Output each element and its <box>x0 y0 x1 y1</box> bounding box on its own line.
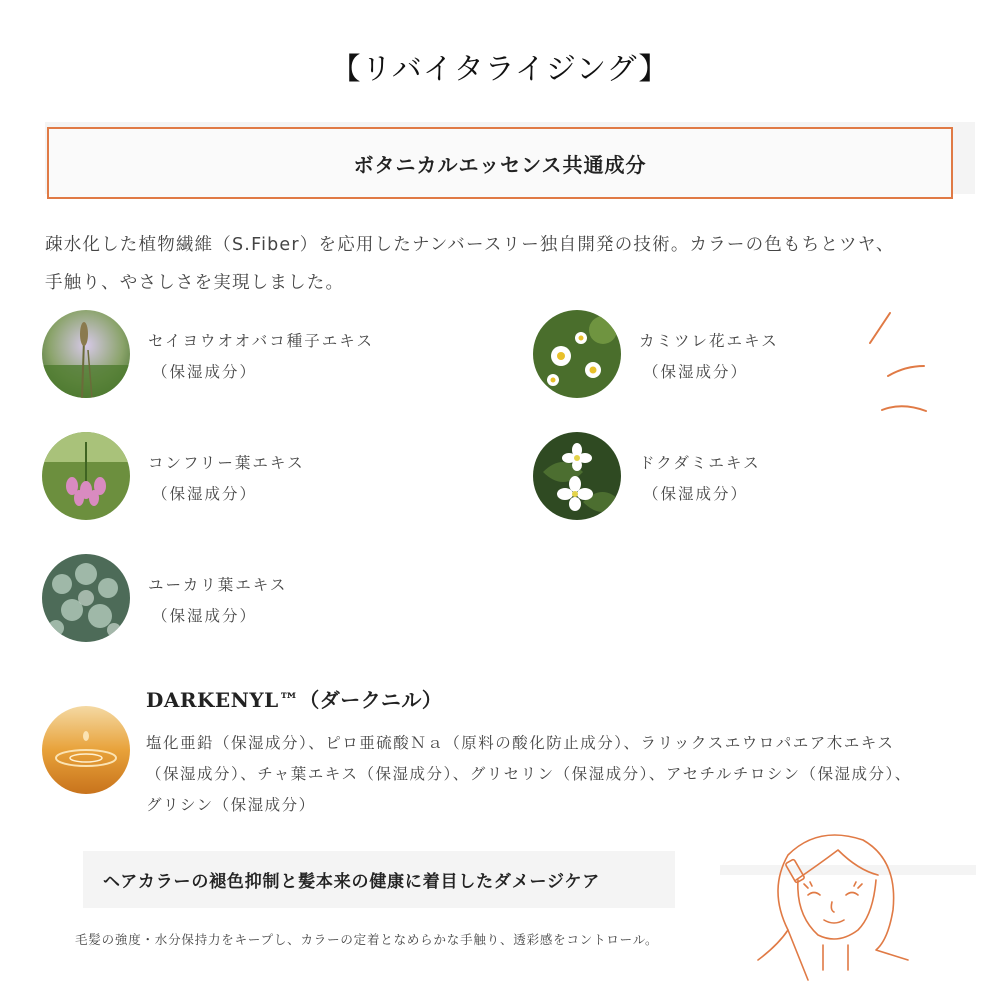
ingredient-name: セイヨウオオバコ種子エキス <box>148 332 374 350</box>
ingredient-note: （保湿成分） <box>152 607 258 625</box>
darkenyl-line-2: （保湿成分）、チャ葉エキス（保湿成分）、グリセリン（保湿成分）、アセチルチロシン（保湿成分）、 <box>146 765 912 783</box>
accent-strokes-icon <box>860 308 940 418</box>
ingredient-note: （保湿成分） <box>643 485 749 503</box>
ingredient-item <box>533 432 761 520</box>
section-heading: ボタニカルエッセンス共通成分 <box>353 152 647 177</box>
care-heading-box <box>83 851 675 908</box>
darkenyl-description <box>146 728 976 821</box>
ingredient-name: ユーカリ葉エキス <box>148 576 288 594</box>
intro-line-2: 手触り、やさしさを実現しました。 <box>45 273 345 293</box>
ingredient-note: （保湿成分） <box>152 485 258 503</box>
plantain-photo <box>42 310 130 398</box>
ingredient-item <box>42 310 374 398</box>
care-description: 毛髪の強度・水分保持力をキープし、カラーの定着となめらかな手触り、透彩感をコントロール。 <box>75 932 659 947</box>
intro-text <box>45 226 985 302</box>
chamomile-photo <box>533 310 621 398</box>
girl-face-icon <box>748 820 918 982</box>
care-heading: ヘアカラーの褪色抑制と髪本来の健康に着目したダメージケア <box>103 872 601 892</box>
ingredient-name: カミツレ花エキス <box>639 332 779 350</box>
ingredient-name: コンフリー葉エキス <box>148 454 305 472</box>
ingredient-note: （保湿成分） <box>152 363 258 381</box>
ingredient-name: ドクダミエキス <box>639 454 761 472</box>
dokudami-photo <box>533 432 621 520</box>
darkenyl-line-1: 塩化亜鉛（保湿成分）、ピロ亜硫酸Ｎａ（原料の酸化防止成分）、ラリックスエウロパエア木エキス <box>146 734 895 752</box>
eucalyptus-photo <box>42 554 130 642</box>
intro-line-1: 疎水化した植物繊維（S.Fiber）を応用したナンバースリー独自開発の技術。カラーの色もちとツヤ、 <box>45 235 895 255</box>
darkenyl-line-3: グリシン（保湿成分） <box>146 796 316 814</box>
ingredient-item <box>533 310 779 398</box>
page-title: 【リバイタライジング】 <box>330 52 670 87</box>
ingredient-item <box>42 554 287 642</box>
oil-drop-photo <box>42 706 130 794</box>
ingredient-note: （保湿成分） <box>643 363 749 381</box>
ingredient-item <box>42 432 305 520</box>
section-header-box <box>47 127 953 199</box>
comfrey-photo <box>42 432 130 520</box>
darkenyl-title: DARKENYL™（ダークニル） <box>146 688 443 712</box>
